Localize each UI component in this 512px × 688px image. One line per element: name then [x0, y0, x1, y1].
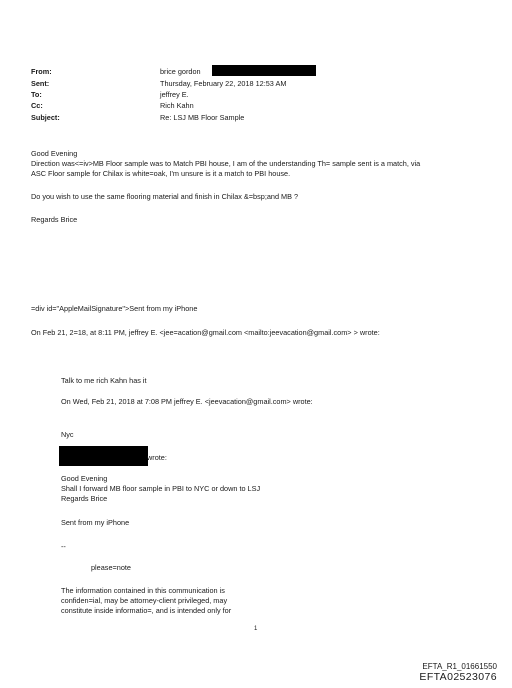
redaction-box — [212, 65, 316, 76]
subject-value: Re: LSJ MB Floor Sample — [160, 113, 245, 122]
please-note: please=note — [91, 563, 131, 572]
quote1-header: On Feb 21, 2=18, at 8:11 PM, jeffrey E. <jee=acation@gmail.com <mailto:jeevacation@gmail.com> > wrote: — [31, 328, 380, 337]
cc-value: Rich Kahn — [160, 101, 194, 110]
body-signature: =div id="AppleMailSignature">Sent from my iPhone — [31, 304, 198, 313]
quote2-header: On Wed, Feb 21, 2018 at 7:08 PM jeffrey E. <jeevacation@gmail.com> wrote: — [61, 397, 313, 406]
quote2-sent-from: Sent from my iPhone — [61, 518, 130, 527]
to-value: jeffrey E. — [160, 90, 189, 99]
sent-value: Thursday, February 22, 2018 12:53 AM — [160, 79, 287, 88]
bates-number-small: EFTA_R1_01661550 — [422, 662, 497, 671]
body-question: Do you wish to use the same flooring material and finish in Chilax &=bsp;and MB ? — [31, 192, 299, 201]
body-line-1: Direction was<=iv>MB Floor sample was to Match PBI house, I am of the understanding Th= sample sent is a match, via — [31, 159, 421, 168]
disclaimer-line-1: The information contained in this communication is — [61, 586, 225, 595]
disclaimer-line-2: confiden=ial, may be attorney-client privileged, may — [61, 596, 228, 605]
quote2-regards: Regards Brice — [61, 494, 108, 503]
quote1-message: Talk to me rich Kahn has it — [61, 376, 147, 385]
disclaimer-line-3: constitute inside informatio=, and is intended only for — [61, 606, 232, 615]
body-greeting: Good Evening — [31, 149, 78, 158]
redaction-box — [59, 446, 148, 466]
from-value: brice gordon — [160, 67, 201, 76]
sent-label: Sent: — [31, 79, 50, 88]
body-regards: Regards Brice — [31, 215, 78, 224]
quote2-dashes: -- — [61, 542, 66, 551]
cc-label: Cc: — [31, 101, 43, 110]
page-number: 1 — [254, 626, 258, 632]
wrote-suffix: wrote: — [147, 453, 167, 462]
to-label: To: — [31, 90, 42, 99]
bates-number-large: EFTA02523076 — [419, 671, 497, 683]
quote2-message: Nyc — [61, 430, 74, 439]
quote2-line-1: Shall I forward MB floor sample in PBI to NYC or down to LSJ — [61, 484, 261, 493]
body-line-2: ASC Floor sample for Chilax is white=oak, I'm unsure is it a match to PBI house. — [31, 169, 291, 178]
quote2-greeting: Good Evening — [61, 474, 108, 483]
subject-label: Subject: — [31, 113, 60, 122]
from-label: From: — [31, 67, 52, 76]
